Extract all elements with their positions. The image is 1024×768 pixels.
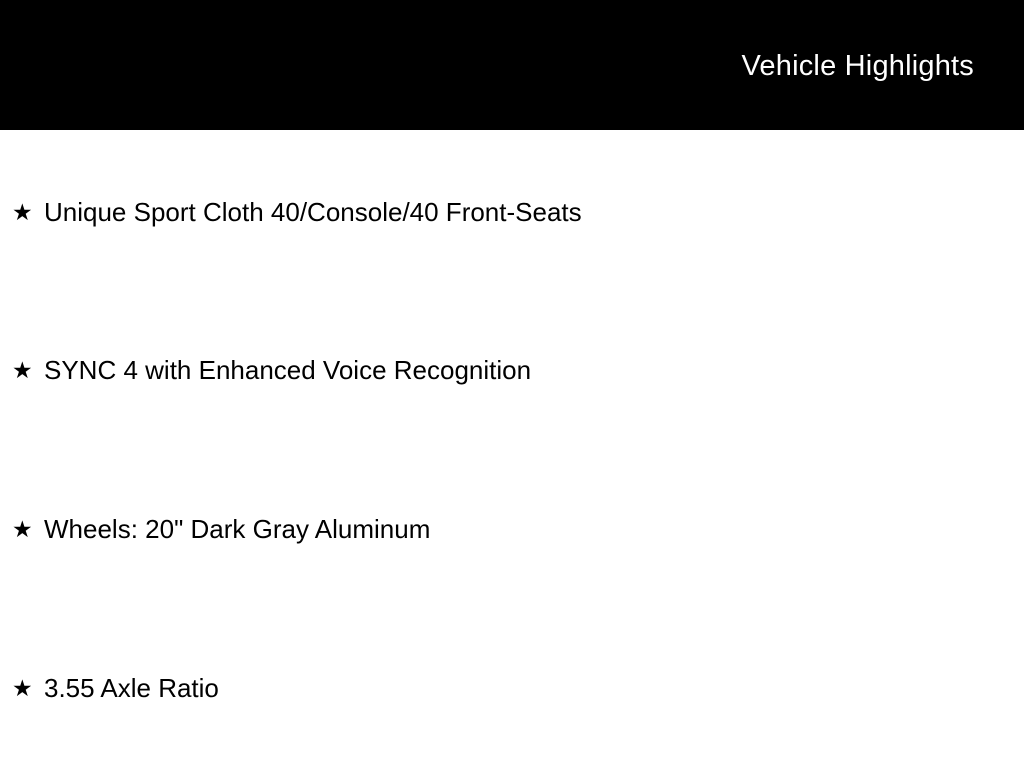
star-bullet-icon: ★ bbox=[12, 357, 33, 383]
star-bullet-icon: ★ bbox=[12, 516, 33, 542]
highlight-text: Unique Sport Cloth 40/Console/40 Front-Seats bbox=[44, 197, 582, 227]
highlight-text: SYNC 4 with Enhanced Voice Recognition bbox=[44, 355, 532, 385]
header-bar bbox=[0, 0, 1024, 130]
list-item bbox=[0, 448, 1024, 607]
list-item bbox=[0, 130, 1024, 289]
highlight-text: Wheels: 20" Dark Gray Aluminum bbox=[44, 514, 431, 544]
highlight-text: 3.55 Axle Ratio bbox=[44, 673, 219, 703]
star-bullet-icon: ★ bbox=[12, 199, 33, 225]
page-title: Vehicle Highlights bbox=[741, 50, 974, 82]
list-item bbox=[0, 607, 1024, 766]
highlights-list bbox=[0, 130, 1024, 766]
star-bullet-icon: ★ bbox=[12, 675, 33, 701]
list-item bbox=[0, 289, 1024, 448]
